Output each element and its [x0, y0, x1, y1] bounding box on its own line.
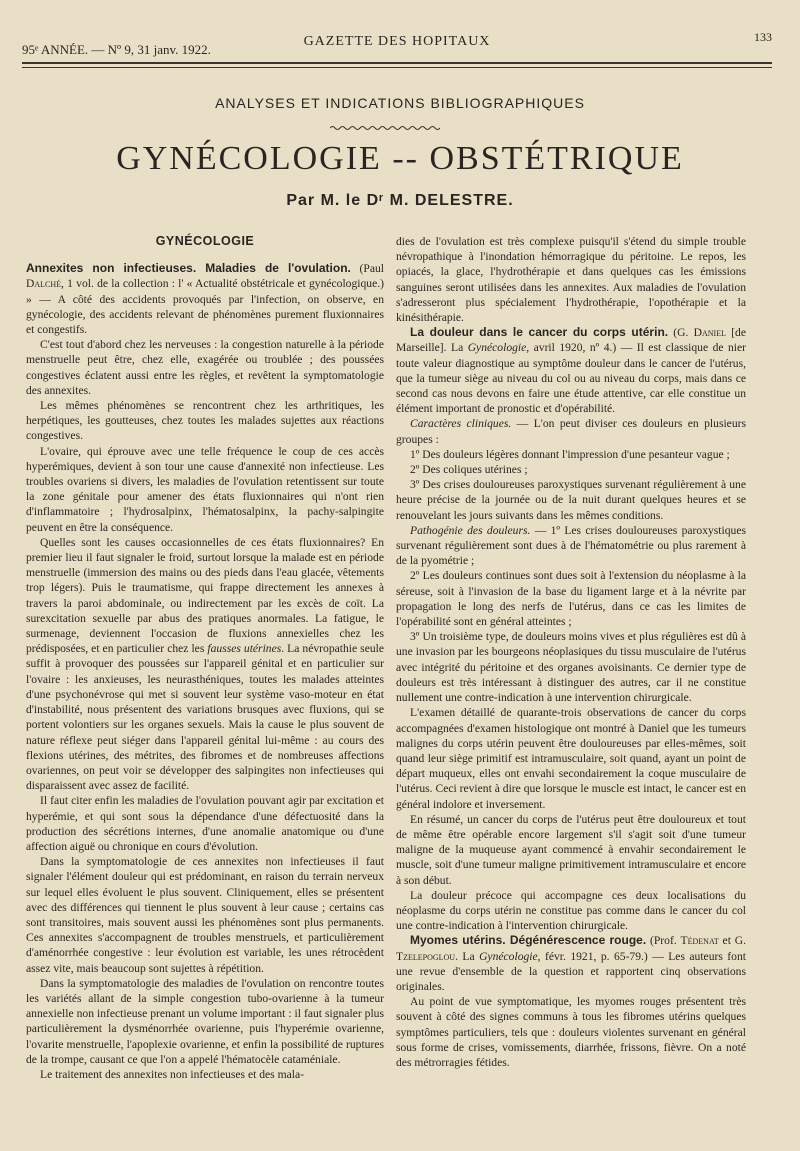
paragraph: Dans la symptomatologie de ces annexites non infectieuses il faut signaler l'élément douleur qui est prédominant, en raison du terrain nerveux sur lequel elles évoluent le plus souvent. Cliniquement, elles se présentent avec des différences qui tiennent le plus souvent à leur cause ; certains cas sont transitoires, mais souvent aussi les phénomènes sont plus permanents. Ces annexites s'accompagnent de troubles menstruels, et particulièrement d'aménorrhée congestive : leur évolution est variable, les unes rétrocèdent assez vite, mais beaucoup sont sujettes à répétition.: [26, 855, 384, 975]
paragraph: dies de l'ovulation est très complexe puisqu'il s'étend du simple trouble névropathique à l'inondation hémorragique du péritoine. Le repos, les opiacés, la glace, l'hydrothérapie et dans quelques cas les émissions sanguines seront utilisées dans les annexites. Aux maladies de l'ovulation s'adresseront plus spécialement l'hydrothérapie, l'opothérapie et la kinésithérapie.: [396, 235, 746, 325]
header-rule-thick: [22, 62, 772, 64]
article-douleur-cancer: La douleur dans le cancer du corps utérin. (G. Daniel [de Marseille]. La Gynécologie, avril 1920, nº 4.) — Il est classique de nier toute valeur diagnostique au symptôme douleur dans le cancer de l'utérus, que la tumeur siège au niveau du col ou au niveau du corps, mais dans ce second cas nous devons en faire une étude attentive, car elle constitue un élément important de pronostic et d'opérabilité.: [396, 325, 746, 416]
ornament-squiggle: [330, 125, 440, 131]
article-title: Annexites non infectieuses. Maladies de l'ovulation.: [26, 261, 351, 276]
author-name: Tédenat: [680, 934, 719, 948]
article-myomes: Myomes utérins. Dégénérescence rouge. (Prof. Tédenat et G. Tzelepoglou. La Gynécologie, févr. 1921, p. 65-79.) — Les auteurs font une revue d'ensemble de la question et rapportent cinq observations originales.: [396, 933, 747, 993]
byline: Par M. le Dʳ M. DELESTRE.: [286, 192, 514, 209]
paragraph: Au point de vue symptomatique, les myomes rouges présentent très souvent à côté des signes communs à tous les fibromes utérins quelques symptômes particuliers, tels que : douleurs violentes survenant en général sous forme de crises, vomissements, diarrhée, frissons, fièvre. On a noté des métrorragies fétides.: [396, 995, 746, 1069]
running-header: [22, 30, 772, 60]
article-annexites: Annexites non infectieuses. Maladies de l'ovulation. (Paul Dalché, 1 vol. de la collection : l' « Actualité obstétricale et gynécologique.) » — A côté des accidents provoqués par l'infection, on observe, en gynécologie, des accidents relevant de phénomènes purement fluxionnaires et congestifs.: [26, 261, 384, 337]
author-name: Dalché: [26, 277, 62, 291]
list-item: 1º Des douleurs légères donnant l'impression d'une pesanteur vague ;: [410, 447, 730, 461]
paragraph: Le traitement des annexites non infectieuses et des mala-: [40, 1067, 304, 1081]
header-rule-thin: [22, 67, 772, 68]
paragraph: Caractères cliniques. — L'on peut diviser ces douleurs en plusieurs groupes :: [396, 417, 746, 446]
author-name: Daniel: [693, 326, 726, 340]
issue-line: 95ᵉ ANNÉE. — Nº 9, 31 janv. 1922.: [22, 42, 211, 57]
paragraph: Quelles sont les causes occasionnelles de ces états fluxionnaires? En premier lieu il faut signaler le froid, surtout lorsque la malade est en période menstruelle (immersion des mains ou des pieds dans l'eau glacée, vêtements trop légers). Puis le traumatisme, qui frappe directement les annexes à travers la paroi abdominale, ou indirectement par les excès de coït. La surexcitation sexuelle par abus des pratiques anormales. La fatigue, le surmenage, deviennent l'occasion de fluxions annexielles chez les prédisposées, et en particulier chez les fausses utérines. La névropathie seule suffit à provoquer des poussées sur l'appareil génital et en particulier sur l'ovaire : les anxieuses, les neurasthéniques, toutes les malades atteintes d'une psychonévrose qui met si souvent leur système vaso-moteur en état d'instabilité, nous présentent des variations brusques avec fluxions, qui se portent volontiers sur les organes sexuels. Mais la cause le plus souvent de nature réflexe peut siéger dans l'appareil génital lui-même : au cours des flexions utérines, des métrites, des fibromes et de nombreuses affections ovariennes, on peut voir se développer des salpingites non infectieuses qui disparaissent avec assez de facilité.: [26, 535, 385, 793]
right-column: [396, 234, 746, 1070]
list-item: 3º Des crises douloureuses paroxystiques survenant régulièrement à une heure précise de la journée ou de la nuit durant quelques heures et se renouvelant les jours suivants dans les mêmes conditions.: [396, 478, 746, 522]
paragraph: L'examen détaillé de quarante-trois observations de cancer du corps accompagnées d'examen histologique ont montré à Daniel que les tumeurs malignes du corps utérin peuvent être douloureuses par elles-mêmes, soit quand leur siège primitif est intramusculaire, soit quand, ayant un point de départ muqueux, elles ont envahi secondairement la coque musculaire de l'utérus. Ceci revient à dire que lorsque le muscle est intact, le cancer est en général indolore et inversement.: [396, 706, 746, 811]
list-item: 2º Les douleurs continues sont dues soit à l'extension du néoplasme à la séreuse, soit à l'invasion de la base du ligament large et à la névrite par propagation le long des nerfs de l'utérus, dans ce cas les limites de l'opérabilité sont en général atteintes ;: [396, 569, 746, 629]
paragraph: Il faut citer enfin les maladies de l'ovulation pouvant agir par excitation et hyperémie, et qui sont sous la dépendance d'une défectuosité dans la production des sécrétions internes, d'une anomalie anatomique ou d'une affection aiguë ou chronique en cours d'évolution.: [26, 794, 384, 853]
list-item: 2º Des coliques utérines ;: [410, 463, 528, 477]
left-column: [26, 234, 384, 1082]
subheading-gynecologie: GYNÉCOLOGIE: [155, 234, 255, 248]
paragraph: La douleur précoce qui accompagne ces deux localisations du néoplasme du corps utérin ne constitue pas comme dans le cancer du col une contre-indication à l'intervention chirurgicale.: [396, 888, 746, 933]
journal-name: GAZETTE DES HOPITAUX: [303, 34, 491, 49]
section-heading: ANALYSES ET INDICATIONS BIBLIOGRAPHIQUES: [215, 95, 585, 111]
article-title: La douleur dans le cancer du corps utérin.: [410, 325, 669, 340]
page-number: 133: [754, 30, 772, 44]
paragraph: En résumé, un cancer du corps de l'utérus peut être douloureux et tout de même être opérable encore largement s'il s'agit soit d'une tumeur maligne de la muqueuse ayant commencé à envahir secondairement le muscle, soit d'une tumeur maligne primitivement intramusculaire et encore à son début.: [396, 812, 746, 887]
article-title: Myomes utérins. Dégénérescence rouge.: [410, 933, 647, 948]
paragraph: Pathogénie des douleurs. — 1º Les crises douloureuses paroxystiques survenant régulièrement sont dues à de l'hématométrie ou plus rarement à de la pyométrie ;: [396, 523, 746, 568]
paragraph: C'est tout d'abord chez les nerveuses : la congestion naturelle à la période menstruelle peut être, chez elle, exagérée ou troublée ; des poussées congestives éclatent aussi entre les règles, et revêtent la symptomatologie des annexites.: [26, 338, 384, 397]
author-name: Tzelepoglou: [396, 949, 456, 963]
paragraph: L'ovaire, qui éprouve avec une telle fréquence le coup de ces accès hyperémiques, devient à son tour une cause d'annexité non infectieuse. Les troubles ovariens si divers, les maladies de l'ovulation retentissent sur toute la zone génitale pour amener des états fluxionnaires qui n'ont rien d'inflammatoire ; l'hydrosalpinx, l'hématosalpinx, la pachy-salpingite peuvent en être la conséquence.: [26, 444, 384, 534]
page-title: GYNÉCOLOGIE -- OBSTÉTRIQUE: [116, 140, 684, 177]
paragraph: Dans la symptomatologie des maladies de l'ovulation on rencontre toutes les variétés allant de la simple congestion tubo-ovarienne à la tumeur annexielle non infectieuse prenant un volume important : il faut signaler plus particulièrement la dysménorrhée ovarienne, puis l'hyperémie ovarienne, l'ovarite menstruelle, l'apoplexie ovarienne, et enfin la possibilité de ruptures de la trompe, causant ce que l'on a appelé l'hématocèle cataméniale.: [26, 976, 384, 1066]
list-item: 3º Un troisième type, de douleurs moins vives et plus régulières est dû à une invasion par les bourgeons néoplasiques du tissu musculaire de l'utérus avec intégrité du péritoine et des organes avoisinants. Ce dernier type de douleurs est très intéressant à distinguer des autres, car il ne constitue nullement une contre-indication à une intervention chirurgicale.: [396, 630, 746, 705]
paragraph: Les mêmes phénomènes se rencontrent chez les arthritiques, les herpétiques, les goutteuses, chez toutes les malades sujettes aux réactions congestives.: [26, 399, 384, 443]
